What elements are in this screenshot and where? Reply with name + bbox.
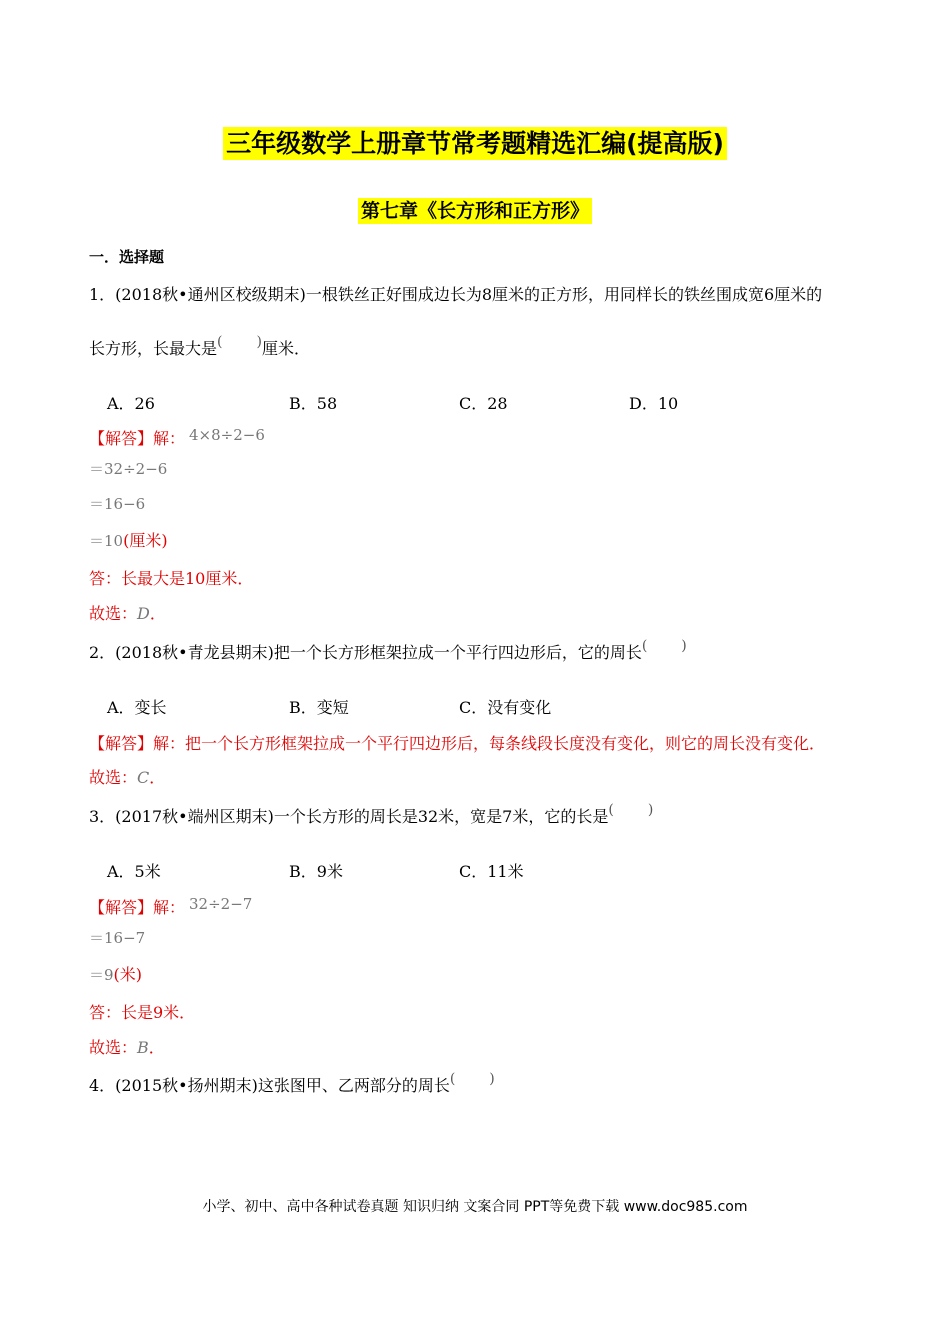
q3-stem: 3．(2017秋•端州区期末)一个长方形的周长是32米，宽是7米，它的长是( ) xyxy=(89,802,654,826)
q2-option-b: B．变短 xyxy=(289,698,349,717)
q2-answer: 【解答】解：把一个长方形框架拉成一个平行四边形后，每条线段长度没有变化，则它的周长没有变化． xyxy=(89,734,826,753)
q3-option-b: B．9米 xyxy=(289,862,343,881)
q3-option-c: C．11米 xyxy=(459,862,524,881)
q2-option-c: C．没有变化 xyxy=(459,698,552,717)
q3-step-2: ＝16−7 xyxy=(89,929,146,947)
q1-answer-line: 【解答】解： 4×8÷2−6 xyxy=(89,426,265,448)
q3-conclusion: 答：长是9米． xyxy=(89,1003,196,1022)
q1-step-2: ＝32÷2−6 xyxy=(89,460,168,478)
q1-step-4: ＝10(厘米) xyxy=(89,531,168,550)
chapter-title: 第七章《长方形和正方形》 xyxy=(0,196,950,223)
q2-option-a: A．变长 xyxy=(107,698,167,717)
q2-stem: 2．(2018秋•青龙县期末)把一个长方形框架拉成一个平行四边形后，它的周长( ) xyxy=(89,638,687,662)
q3-answer-line: 【解答】解： 32÷2−7 xyxy=(89,895,253,917)
q3-choice: 故选：B． xyxy=(89,1038,165,1057)
q1-option-a: A．26 xyxy=(107,394,155,413)
page-footer: 小学、初中、高中各种试卷真题 知识归纳 文案合同 PPT等免费下载 www.doc985.com xyxy=(202,1199,748,1215)
q4-stem: 4．(2015秋•扬州期末)这张图甲、乙两部分的周长( ) xyxy=(89,1071,495,1095)
q1-conclusion: 答：长最大是10厘米． xyxy=(89,569,254,588)
q1-stem-line1: 1．(2018秋•通州区校级期末)一根铁丝正好围成边长为8厘米的正方形，用同样长的铁丝围成宽6厘米的 xyxy=(89,285,823,304)
section-heading: 一．选择题 xyxy=(89,248,165,266)
q1-option-b: B．58 xyxy=(289,394,338,413)
q1-stem-line2: 长方形，长最大是( )厘米． xyxy=(89,334,310,358)
q1-step-3: ＝16−6 xyxy=(89,495,146,513)
q3-option-a: A．5米 xyxy=(107,862,161,881)
q1-choice: 故选：D． xyxy=(89,604,166,623)
q1-option-c: C．28 xyxy=(459,394,508,413)
q3-step-3: ＝9(米) xyxy=(89,965,143,984)
document-title: 三年级数学上册章节常考题精选汇编(提高版) xyxy=(0,124,950,160)
q1-option-d: D．10 xyxy=(629,394,679,413)
q2-choice: 故选：C． xyxy=(89,768,166,787)
